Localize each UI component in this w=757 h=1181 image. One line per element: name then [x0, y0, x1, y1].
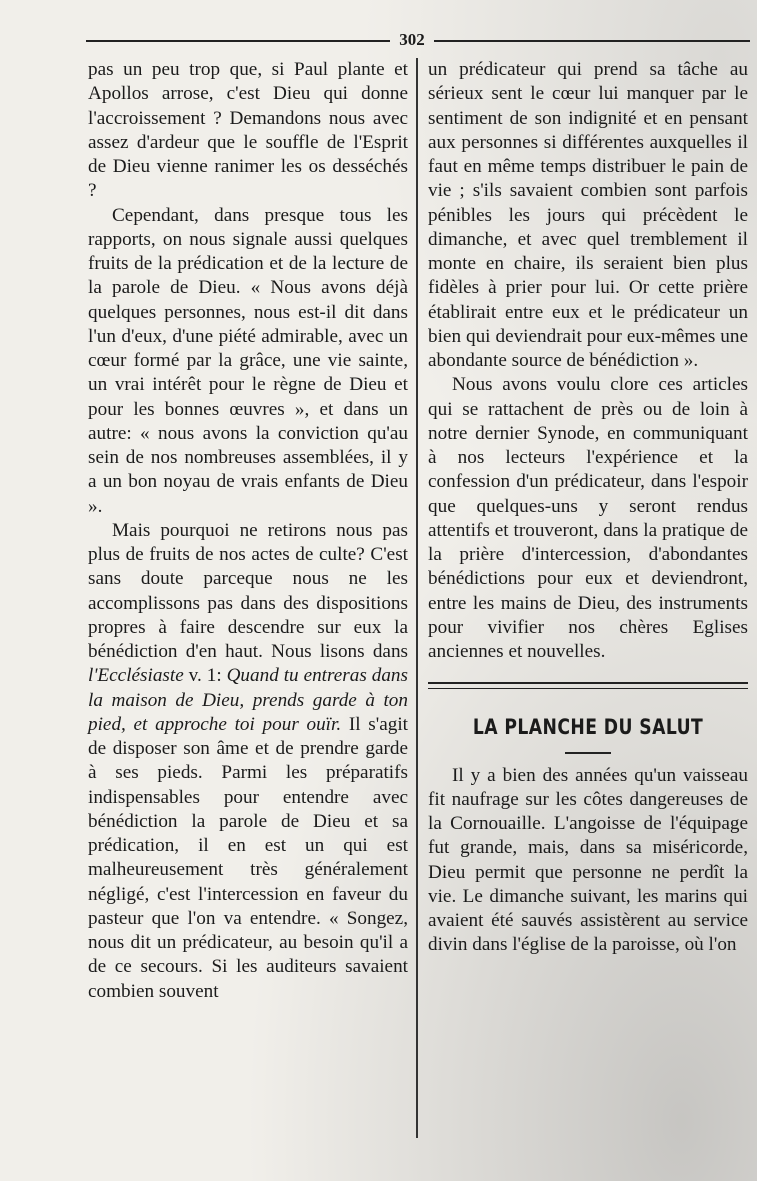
header-rule-right [434, 40, 750, 42]
paragraph: Nous avons voulu clore ces articles qui se rattachent de près ou de loin à notre dernier Synode, en communiquant à nos lecteurs l'expérience et la confession d'un prédicateur, dans l'espoir que quelques-uns y seront rendus attentifs et trouveront, dans la pratique de la prière d'intercession, d'abondantes bénédictions pour eux et deviendront, entre les mains de Dieu, des instruments pour vivifier nos chères Eglises anciennes et nouvelles. [428, 374, 748, 662]
header-rule-left [86, 40, 390, 42]
column-divider [416, 58, 418, 1138]
page-header [86, 30, 750, 50]
paragraph: pas un peu trop que, si Paul plante et Apollos arrose, c'est Dieu qui donne l'accroissement ? Demandons nous avec assez d'ardeur que le souffle de l'Esprit de Dieu vienne ranimer les os desséchés ? [88, 59, 408, 202]
left-column [88, 58, 408, 1004]
scripture-quote: Quand tu entreras dans la maison de Dieu, prends garde à ton pied, et approche toi pour ouïr. [88, 665, 408, 735]
right-column [428, 58, 748, 958]
page-number: 302 [399, 30, 425, 49]
text-run: Mais pourquoi ne retirons nous pas plus de fruits de nos actes de culte? C'est sans doute parceque nous ne les accomplissons pas dans des dispositions propres à faire descendre sur eux la bénédiction d'en haut. Nous lisons dans [88, 519, 408, 662]
paragraph: Cependant, dans presque tous les rapports, on nous signale aussi quelques fruits de la prédication et de la lecture de la parole de Dieu. « Nous avons déjà quelques personnes, nous est-il dit dans l'un d'eux, d'une piété admirable, avec un cœur formé par la grâce, une vie sainte, un vrai intérêt pour le règne de Dieu et pour les bonnes œuvres », et dans un autre: « nous avons la conviction qu'au sein de nos nombreuses assemblées, il y a un bon noyau de vrais enfants de Dieu ». [88, 204, 408, 517]
book-reference: l'Ecclésiaste [88, 665, 184, 687]
section-title: LA PLANCHE DU SALUT [472, 715, 704, 740]
paragraph: un prédicateur qui prend sa tâche au sérieux sent le cœur lui manquer par le sentiment de son indignité et en pensant aux personnes si différentes auxquelles il faut en même temps distribuer le pain de vie ; s'ils savaient combien sont parfois pénibles les jours qui précèdent le dimanche, et avec quel tremblement il monte en chaire, ils seraient bien plus fidèles à prier pour lui. Or cette prière établirait entre eux et le prédicateur un bien qui deviendrait pour eux-mêmes une abondante source de bénédiction ». [428, 59, 748, 371]
paragraph: Il y a bien des années qu'un vaisseau fit naufrage sur les côtes dangereuses de la Cornouaille. L'angoisse de l'équipage fut grande, mais, dans sa miséricorde, Dieu permit que personne ne perdît la vie. Le dimanche suivant, les marins qui avaient été sauvés assistèrent au service divin dans l'église de la paroisse, où l'on [428, 764, 748, 956]
text-run: Il s'agit de disposer son âme et de prendre garde à ses pieds. Parmi les préparatifs indispensables pour entendre avec bénédiction la parole de Dieu et sa prédication, il en est un qui est malheureusement très généralement négligé, c'est l'intercession en faveur du pasteur que l'on va entendre. « Songez, nous dit un prédicateur, au besoin qu'il a de ce secours. Si les auditeurs savaient combien souvent [88, 713, 408, 1002]
title-dash [565, 752, 611, 754]
text-run: v. 1: [183, 665, 227, 687]
section-separator [428, 682, 748, 689]
paragraph [88, 519, 408, 1004]
